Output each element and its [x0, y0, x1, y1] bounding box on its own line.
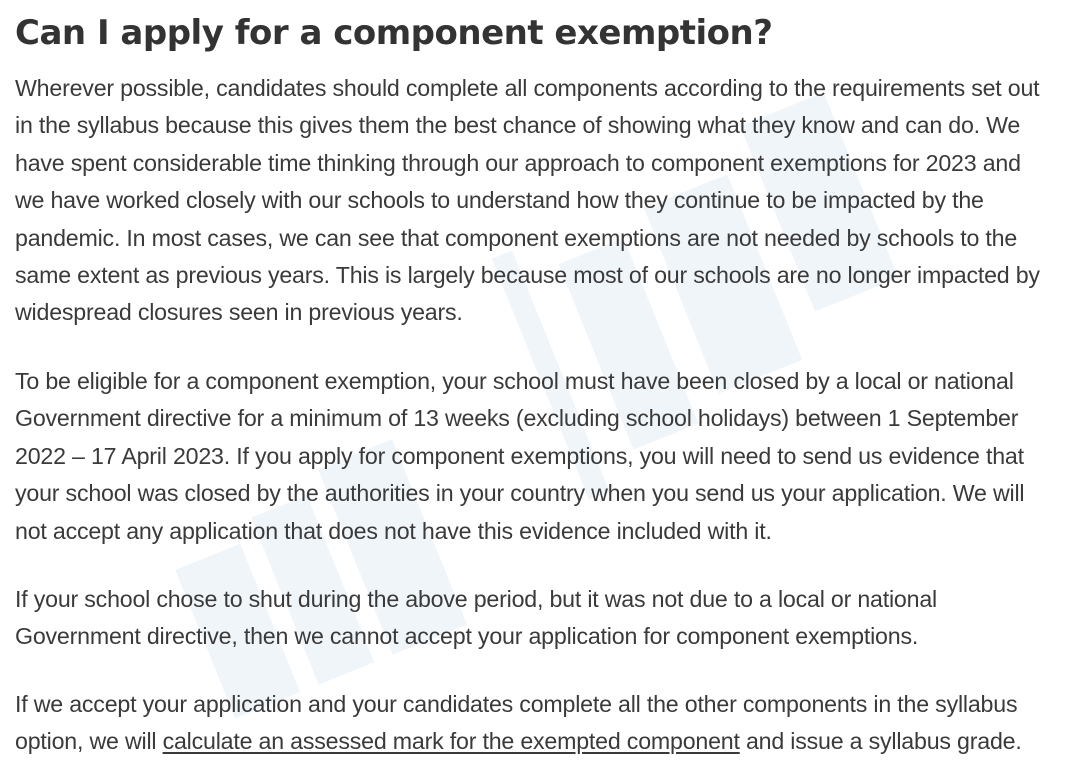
text-line: If your school chose to shut during the above period, but it was not due to a local or national — [15, 586, 937, 612]
text-line: 2022 – 17 April 2023. If you apply for component exemptions, you will need to send us evidence that — [15, 442, 1024, 469]
text-line: have spent considerable time thinking through our approach to component exemptions for 2023 and — [15, 149, 1021, 176]
page-title: Can I apply for a component exemption? — [15, 13, 773, 53]
paragraph-intro — [15, 70, 1040, 332]
text-line: To be eligible for a component exemption, your school must have been closed by a local or national — [15, 368, 1014, 394]
paragraph-outcome — [15, 686, 1022, 761]
text-line: your school was closed by the authorities in your country when you send us your application. We will — [15, 480, 1025, 507]
text-line: Government directive, then we cannot accept your application for component exemptions. — [15, 623, 919, 650]
text-line: pandemic. In most cases, we can see that component exemptions are not needed by schools to the — [15, 224, 1018, 251]
text-line-with-link — [15, 723, 1022, 760]
text-line: If we accept your application and your candidates complete all the other components in the syllabus — [15, 691, 1018, 717]
text-line: in the syllabus because this gives them the best chance of showing what they know and can do. We — [15, 112, 1021, 139]
text-line: Government directive for a minimum of 13 weeks (excluding school holidays) between 1 September — [15, 405, 1019, 432]
text-before-link: option, we will — [15, 728, 163, 755]
text-line: Wherever possible, candidates should complete all components according to the requirements set out — [15, 75, 1040, 101]
assessed-mark-link[interactable]: calculate an assessed mark for the exempted component — [162, 728, 740, 755]
text-line: we have worked closely with our schools to understand how they continue to be impacted by the — [15, 187, 984, 214]
text-line: widespread closures seen in previous years. — [15, 299, 463, 326]
article — [15, 0, 1077, 755]
paragraph-eligibility — [15, 363, 1024, 550]
text-after-link: and issue a syllabus grade. — [739, 728, 1022, 755]
text-line: same extent as previous years. This is largely because most of our schools are no longer impacted by — [15, 262, 1040, 289]
text-line: not accept any application that does not have this evidence included with it. — [15, 517, 772, 544]
paragraph-closure — [15, 581, 937, 656]
